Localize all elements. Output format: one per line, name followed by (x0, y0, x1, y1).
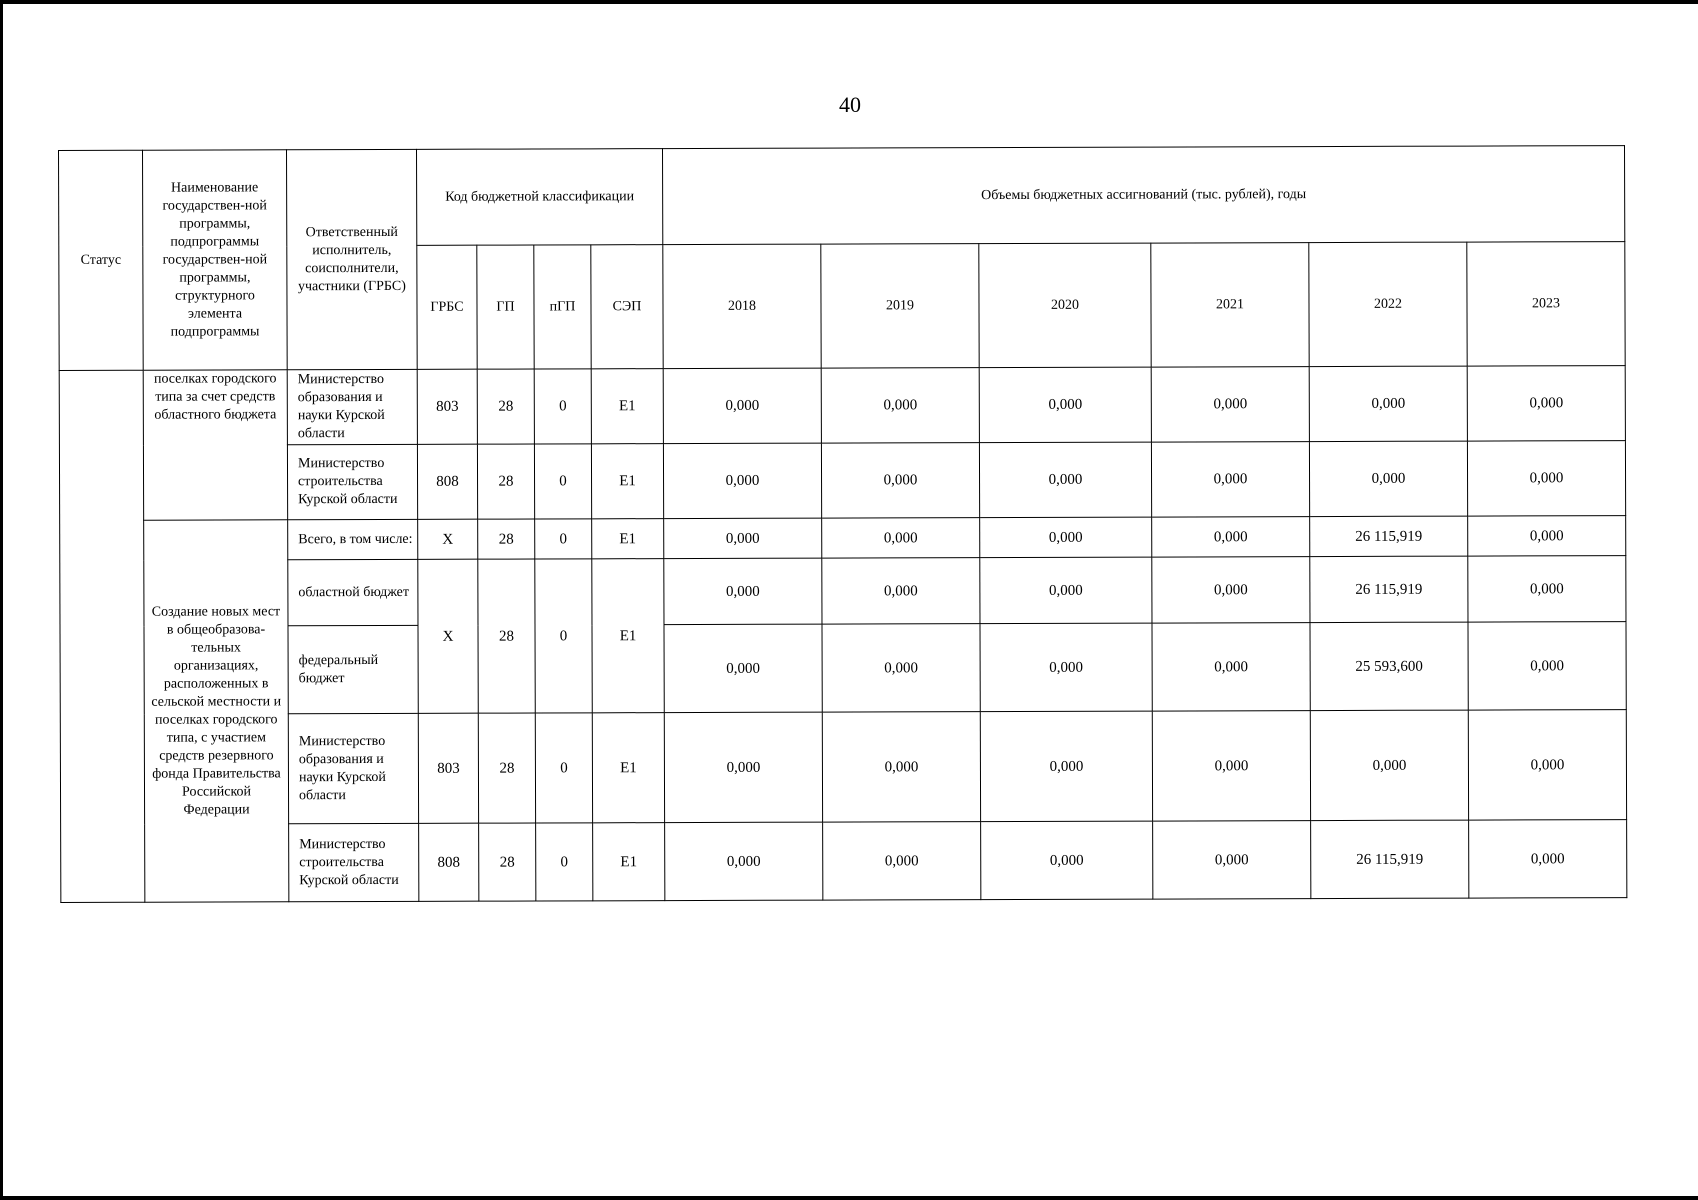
value-2021: 0,000 (1152, 557, 1310, 623)
value-2019: 0,000 (822, 558, 980, 624)
gp-cell: 28 (477, 444, 534, 519)
executor-cell: федеральный бюджет (288, 625, 418, 713)
value-2023: 0,000 (1469, 820, 1627, 898)
header-sep: СЭП (591, 245, 663, 369)
scan-edge-bottom (0, 1196, 1698, 1200)
value-2020: 0,000 (979, 442, 1151, 518)
header-program-name: Наименование государствен-ной программы, подпрограммы государствен-ной программы, структурного элемента подпрограммы (143, 150, 288, 370)
table-row-total (60, 516, 1626, 561)
header-year-2021: 2021 (1151, 243, 1309, 367)
table-row (59, 366, 1625, 446)
grbs-cell: Х (418, 559, 478, 713)
value-2021: 0,000 (1151, 442, 1309, 517)
header-year-2023: 2023 (1467, 242, 1625, 366)
value-2022: 26 115,919 (1311, 820, 1469, 898)
pgp-cell: 0 (535, 713, 592, 823)
page-number: 40 (839, 92, 861, 117)
table-row (60, 622, 1626, 715)
header-grbs: ГРБС (417, 245, 477, 369)
grbs-cell: 808 (417, 444, 477, 519)
value-2020: 0,000 (980, 711, 1152, 822)
header-year-2018: 2018 (663, 244, 821, 368)
scan-edge-top (0, 0, 1698, 4)
value-2023: 0,000 (1468, 556, 1626, 622)
header-executor: Ответственный исполнитель, соисполнители, участники (ГРБС) (287, 149, 418, 369)
sep-cell: E1 (592, 713, 664, 823)
value-2019: 0,000 (822, 712, 980, 822)
sep-cell: E1 (593, 823, 665, 901)
gp-cell: 28 (478, 559, 535, 713)
value-2019: 0,000 (823, 822, 981, 900)
executor-cell: Министерство строительства Курской области (287, 444, 417, 519)
value-2020: 0,000 (981, 821, 1153, 900)
sep-cell: E1 (591, 444, 663, 519)
sep-cell: E1 (591, 369, 663, 444)
header-status: Статус (59, 150, 144, 370)
gp-cell: 28 (477, 369, 534, 444)
table-row (60, 556, 1626, 627)
value-2018: 0,000 (664, 624, 822, 712)
table-row (60, 710, 1626, 825)
budget-table (58, 145, 1627, 903)
header-budget-code: Код бюджетной классификации (416, 149, 662, 246)
executor-cell: Всего, в том числе: (288, 519, 418, 559)
grbs-cell: 803 (417, 369, 477, 444)
status-cell (59, 370, 145, 902)
group2-name: Создание новых мест в общеобразова-тельных организациях, расположенных в сельской местности и поселках городского типа, с участием средств резервного фонда Правительства Российской Федерации (144, 520, 289, 902)
value-2018: 0,000 (663, 443, 821, 518)
header-year-2019: 2019 (821, 244, 979, 368)
sep-cell: E1 (592, 559, 664, 713)
value-2022: 0,000 (1309, 441, 1467, 516)
value-2022: 26 115,919 (1310, 516, 1468, 556)
value-2023: 0,000 (1468, 622, 1626, 710)
value-2023: 0,000 (1468, 710, 1626, 820)
gp-cell: 28 (478, 519, 535, 559)
grbs-cell: 803 (418, 713, 478, 823)
value-2019: 0,000 (822, 624, 980, 712)
pgp-cell: 0 (534, 369, 591, 444)
header-pgp: пГП (534, 245, 591, 369)
value-2023: 0,000 (1467, 441, 1625, 516)
value-2018: 0,000 (665, 822, 823, 900)
executor-cell: Министерство образования и науки Курской области (287, 369, 417, 444)
value-2022: 0,000 (1309, 366, 1467, 441)
value-2022: 26 115,919 (1310, 556, 1468, 622)
pgp-cell: 0 (534, 444, 591, 519)
value-2020: 0,000 (980, 517, 1152, 558)
value-2018: 0,000 (664, 558, 822, 624)
budget-table-wrapper (58, 145, 1626, 903)
grbs-cell: 808 (419, 823, 479, 901)
value-2022: 0,000 (1310, 710, 1468, 820)
header-gp: ГП (477, 245, 534, 369)
value-2018: 0,000 (664, 712, 822, 822)
executor-cell: Министерство образования и науки Курской области (288, 713, 418, 823)
header-year-2022: 2022 (1309, 242, 1467, 366)
header-year-2020: 2020 (979, 243, 1151, 368)
value-2018: 0,000 (663, 368, 821, 443)
value-2019: 0,000 (821, 443, 979, 518)
value-2020: 0,000 (980, 623, 1152, 712)
header-allocations: Объемы бюджетных ассигнований (тыс. рублей), годы (662, 146, 1624, 245)
group1-name: поселках городского типа за счет средств областного бюджета (143, 370, 287, 520)
header-row-main (59, 146, 1625, 247)
value-2021: 0,000 (1153, 821, 1311, 899)
executor-cell: Министерство строительства Курской области (289, 823, 419, 901)
value-2020: 0,000 (980, 557, 1152, 624)
value-2021: 0,000 (1151, 367, 1309, 442)
value-2020: 0,000 (979, 367, 1151, 443)
table-row (61, 820, 1627, 903)
value-2019: 0,000 (821, 368, 979, 443)
table-row (59, 441, 1625, 521)
value-2021: 0,000 (1152, 711, 1310, 821)
value-2018: 0,000 (664, 518, 822, 558)
value-2021: 0,000 (1152, 517, 1310, 557)
pgp-cell: 0 (536, 823, 593, 901)
sep-cell: E1 (592, 519, 664, 559)
scan-edge-left (0, 0, 3, 1200)
value-2022: 25 593,600 (1310, 622, 1468, 710)
grbs-cell: Х (418, 519, 478, 559)
value-2021: 0,000 (1152, 623, 1310, 711)
executor-cell: областной бюджет (288, 559, 418, 625)
value-2023: 0,000 (1468, 516, 1626, 556)
gp-cell: 28 (479, 823, 536, 901)
value-2023: 0,000 (1467, 366, 1625, 441)
gp-cell: 28 (478, 713, 535, 823)
value-2019: 0,000 (822, 518, 980, 558)
pgp-cell: 0 (535, 519, 592, 559)
pgp-cell: 0 (535, 559, 592, 713)
